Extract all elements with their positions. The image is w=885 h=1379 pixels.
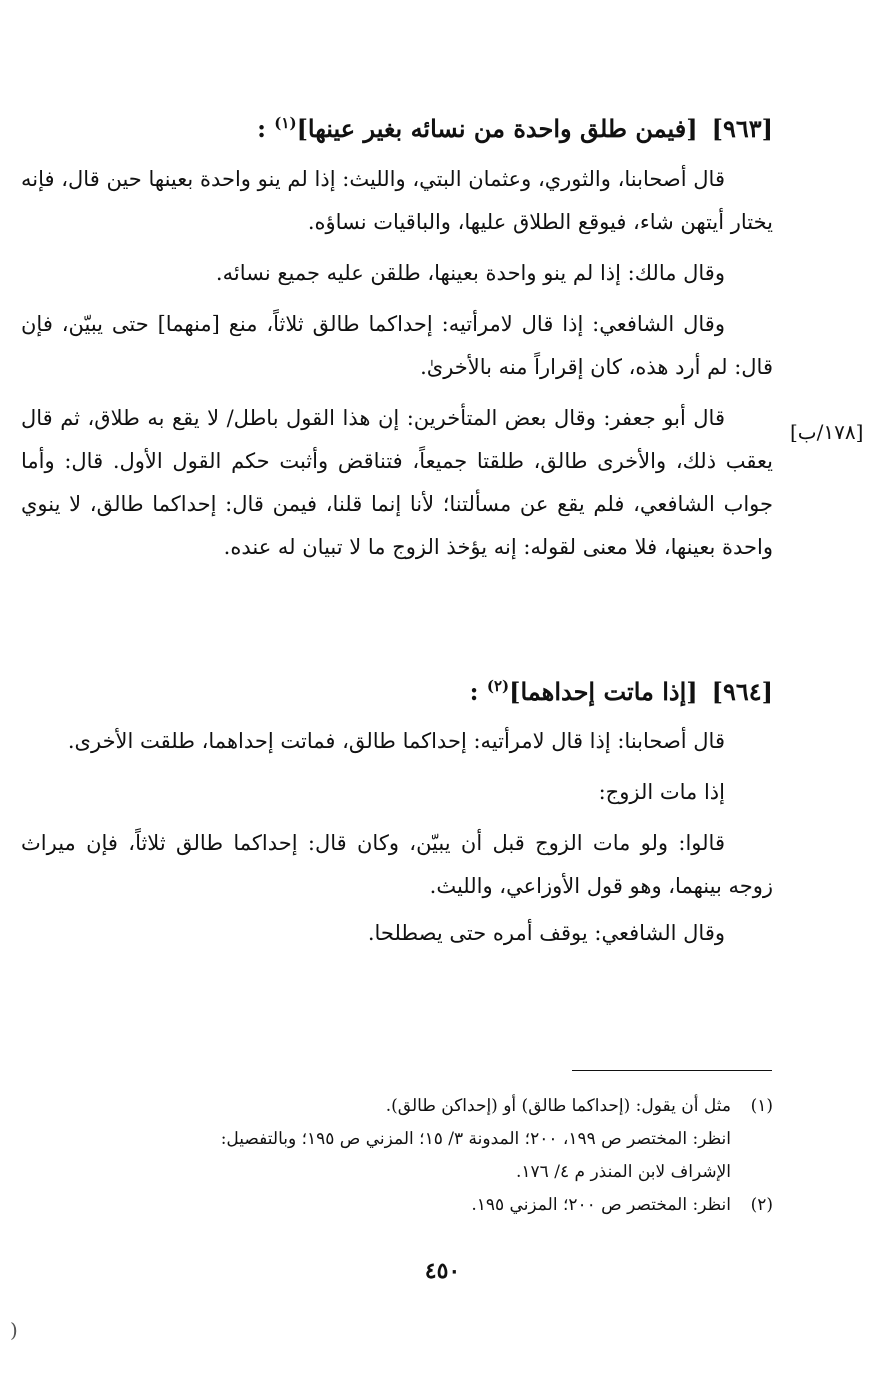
footnote-text: انظر: المختصر ص ١٩٩، ٢٠٠؛ المدونة ٣/ ١٥؛ المزني ص ١٩٥؛ وبالتفصيل:	[220, 1129, 731, 1149]
section-963-colon: :	[257, 114, 266, 143]
section-964-colon: :	[469, 677, 479, 706]
section-964-title: [إذا ماتت إحداهما]	[509, 677, 698, 706]
section-964-footnote-ref: (٢)	[486, 677, 510, 695]
section-964-body	[21, 720, 773, 955]
footnote-1-continued	[21, 1123, 773, 1156]
footnotes	[21, 1090, 773, 1222]
paragraph: وقال الشافعي: إذا قال لامرأتيه: إحداكما طالق ثلاثاً، منع [منهما] حتى يبيّن، فإن قال: لم أرد هذه، كان إقراراً منه بالأخرىٰ.	[21, 312, 773, 379]
section-963-footnote-ref: (١)	[274, 114, 297, 132]
footnote-text: الإشراف لابن المنذر م ٤/ ١٧٦.	[516, 1162, 731, 1182]
subheading: إذا مات الزوج:	[598, 780, 725, 804]
footnote-text: مثل أن يقول: (إحداكما طالق) أو (إحداكن طالق).	[385, 1096, 731, 1116]
footnote-divider	[572, 1070, 772, 1071]
manuscript-folio-note: [١٧٨/ب]	[790, 420, 864, 444]
paragraph: قالوا: ولو مات الزوج قبل أن يبيّن، وكان قال: إحداكما طالق ثلاثاً، فإن ميراث زوجه بينهما، وهو قول الأوزاعي، والليث.	[21, 831, 773, 898]
footnote-text: انظر: المختصر ص ٢٠٠؛ المزني ١٩٥.	[471, 1195, 731, 1215]
footnote-number: (٢)	[750, 1195, 773, 1215]
section-964-number: [٩٦٤]	[711, 677, 773, 706]
section-963-number: [٩٦٣]	[711, 114, 773, 143]
footnote-number: (١)	[750, 1096, 773, 1116]
footnote-1-continued	[21, 1156, 773, 1189]
paragraph: قال أصحابنا: إذا قال لامرأتيه: إحداكما طالق، فماتت إحداهما، طلقت الأخرى.	[67, 729, 725, 753]
section-964-heading	[21, 666, 773, 712]
section-963-title: [فيمن طلق واحدة من نسائه بغير عينها]	[296, 114, 698, 143]
paragraph: وقال مالك: إذا لم ينو واحدة بعينها، طلقن عليه جميع نسائه.	[215, 261, 725, 285]
footnote-2	[21, 1189, 773, 1222]
section-963-body	[21, 158, 773, 569]
page-number: ٤٥٠	[424, 1258, 461, 1284]
paragraph: وقال الشافعي: يوقف أمره حتى يصطلحا.	[367, 921, 725, 945]
footnote-1	[21, 1090, 773, 1123]
paragraph: قال أبو جعفر: وقال بعض المتأخرين: إن هذا القول باطل/ لا يقع به طلاق، ثم قال يعقب ذلك، والأخرى طالق، طلقتا جميعاً، فتناقض وأثبت حكم القول الأول. قال: وأما جواب الشافعي، فلم يقع عن مسألتنا؛ لأنا إنما قلنا، فيمن قال: إحداكما طالق، لا ينوي واحدة بعينها، فلا معنى لقوله: إنه يؤخذ الزوج ما لا تبيان له عنده.	[21, 406, 773, 559]
paragraph: قال أصحابنا، والثوري، وعثمان البتي، والليث: إذا لم ينو واحدة بعينها حين قال، فإنه يختار أيتهن شاء، فيوقع الطلاق عليها، والباقيات نساؤه.	[21, 167, 773, 234]
corner-scan-mark: (	[10, 1318, 18, 1342]
section-963-heading	[21, 103, 773, 149]
